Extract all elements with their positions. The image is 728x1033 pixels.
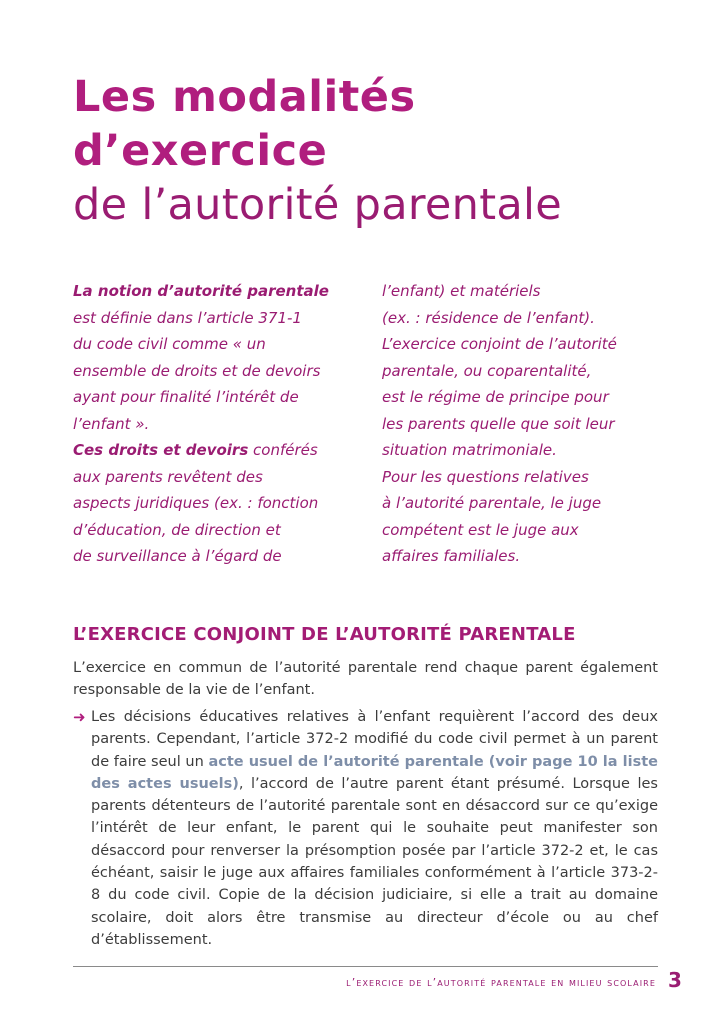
footer-running-title: l’exercice de l’autorité parentale en milieu scolaire <box>346 976 656 989</box>
intro-right-line: (ex. : résidence de l’enfant). <box>382 308 595 327</box>
intro-left-line-rest: conférés <box>248 441 318 459</box>
page-number: 3 <box>668 968 682 992</box>
intro-left-line: de surveillance à l’égard de <box>73 547 282 565</box>
intro-right-line: est le régime de principe pour <box>382 388 609 406</box>
intro-lead-bold: La notion d’autorité parentale <box>73 282 329 300</box>
intro-right-line: Pour les questions relatives <box>382 467 589 486</box>
title-line-2: d’exercice <box>73 126 328 176</box>
intro-column-left <box>73 278 358 570</box>
title-line-1: Les modalités <box>73 72 416 122</box>
bullet-part-2: , l’accord de l’autre parent étant présumé. Lorsque les parents détenteurs de l’autorité parentale sont en désaccord sur ce qu’exige l’intérêt de leur enfant, le parent qui le souhaite peut manifester son désaccord pour renverser la présomption posée par l’article 372-2 et, le cas échéant, saisir le juge aux affaires familiales conformément à l’article 373-2-8 du code civil. Copie de la décision judiciaire, si elle a trait au domaine scolaire, doit alors être transmise au directeur d’école ou au chef d’établissement. <box>91 775 658 948</box>
intro-right-line: affaires familiales. <box>382 547 521 565</box>
intro-right-line: l’enfant) et matériels <box>382 282 541 300</box>
intro-left-line <box>73 437 358 464</box>
bullet-part-1: Les décisions éducatives relatives à l’enfant requièrent l’accord des deux parents. Cependant, l’article 372-2 modifié du code civil permet à un parent de faire seul un <box>91 709 658 770</box>
arrow-right-icon: ➜ <box>73 708 86 726</box>
intro-left-line: ensemble de droits et de devoirs <box>73 361 321 380</box>
footer-divider <box>73 966 658 967</box>
intro-bold-phrase: Ces droits et devoirs <box>73 441 249 459</box>
intro-column-right <box>382 278 667 570</box>
intro-right-line: à l’autorité parentale, le juge <box>382 494 602 512</box>
intro-left-line: aux parents revêtent des <box>73 467 263 486</box>
intro-left-line: l’enfant ». <box>73 414 150 433</box>
title-line-3: de l’autorité parentale <box>73 180 563 230</box>
section-intro: L’exercice en commun de l’autorité parentale rend chaque parent également responsable de la vie de l’enfant. <box>73 660 658 699</box>
page-title <box>73 70 693 232</box>
intro-left-line: ayant pour finalité l’intérêt de <box>73 388 299 406</box>
section-heading: L’EXERCICE CONJOINT DE L’AUTORITÉ PARENTALE <box>73 624 576 645</box>
intro-left-line: est définie dans l’article 371-1 <box>73 308 302 327</box>
intro-right-line: situation matrimoniale. <box>382 441 557 459</box>
bullet-text <box>91 706 658 951</box>
intro-left-line: aspects juridiques (ex. : fonction <box>73 494 319 512</box>
intro-left-line: d’éducation, de direction et <box>73 520 281 539</box>
bullet-item <box>73 706 658 951</box>
intro-right-line: les parents quelle que soit leur <box>382 414 615 433</box>
acte-usuel-link[interactable]: acte usuel de l’autorité parentale (voir page 10 la liste des actes usuels) <box>91 753 659 792</box>
intro-right-line: L’exercice conjoint de l’autorité <box>382 335 617 353</box>
intro-right-line: compétent est le juge aux <box>382 520 579 539</box>
intro-right-line: parentale, ou coparentalité, <box>382 361 592 380</box>
intro-left-line: du code civil comme « un <box>73 335 266 353</box>
